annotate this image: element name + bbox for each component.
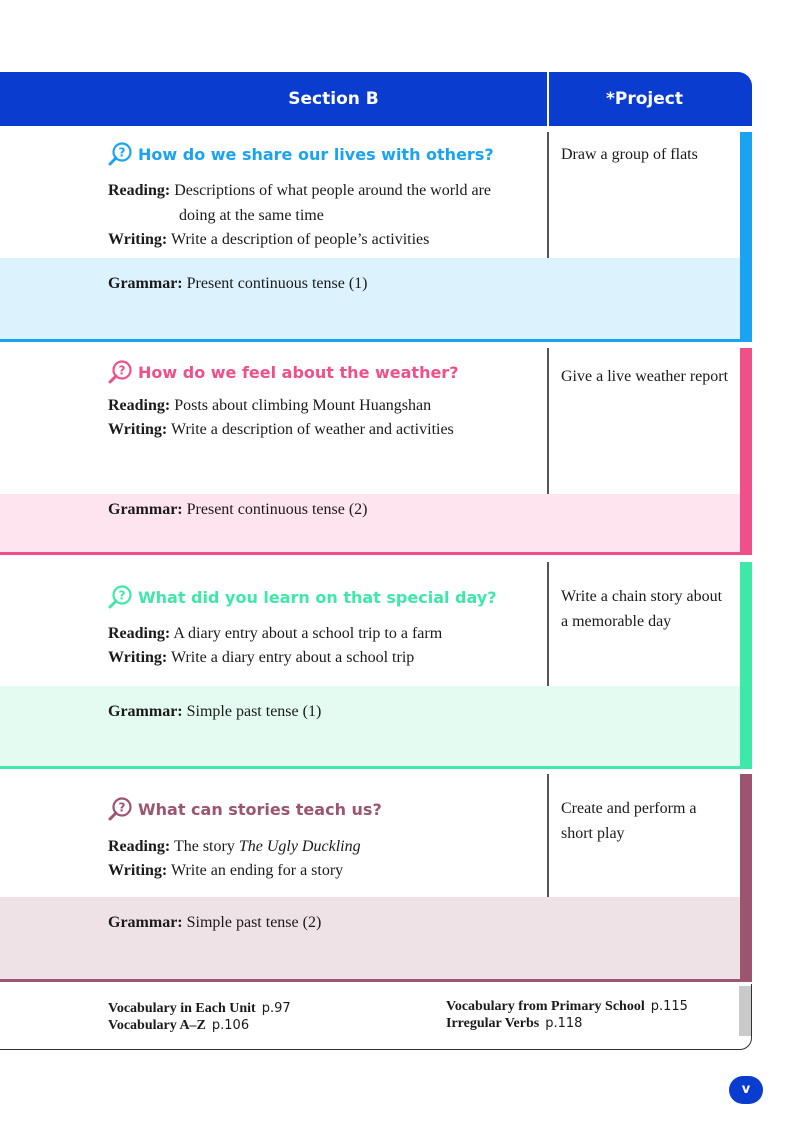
writing-label: Writing: (108, 649, 168, 666)
unit-color-bar-3 (740, 562, 752, 769)
grammar-text: Simple past tense (1) (186, 703, 322, 720)
footer-color-bar (739, 986, 751, 1036)
page-number: v (729, 1076, 763, 1104)
reading-text: Posts about climbing Mount Huangshan (174, 397, 432, 414)
unit-question-2 (108, 359, 458, 385)
question-text: What did you learn on that special day? (138, 587, 497, 607)
reading-line (108, 622, 442, 646)
svg-text:?: ? (118, 588, 126, 603)
writing-line (108, 418, 454, 442)
column-divider-1 (547, 132, 549, 258)
entry-page: p.106 (211, 1018, 250, 1033)
writing-line (108, 228, 429, 252)
column-divider-4 (547, 774, 549, 897)
column-divider-2 (547, 348, 549, 494)
unit-color-bar-1 (740, 132, 752, 342)
writing-text: Write a description of people’s activities (170, 231, 430, 248)
magnifier-question-icon (108, 359, 134, 385)
project-text: Create and perform a short play (561, 800, 697, 842)
unit-question-3 (108, 584, 497, 610)
svg-text:?: ? (118, 363, 126, 378)
svg-text:?: ? (118, 145, 126, 160)
unit-bottom-line-4 (0, 979, 752, 982)
project-text: Write a chain story about a memorable day (561, 588, 723, 630)
grammar-text: Simple past tense (2) (186, 914, 322, 931)
writing-label: Writing: (108, 421, 168, 438)
writing-text: Write a description of weather and activities (170, 421, 454, 438)
entry-page: p.115 (650, 999, 688, 1014)
grammar-label: Grammar: (108, 501, 183, 518)
grammar-line (108, 914, 321, 932)
reading-line (108, 835, 361, 859)
entry-page: p.97 (261, 1001, 291, 1016)
column-divider-3 (547, 562, 549, 686)
writing-line (108, 646, 414, 670)
svg-text:?: ? (118, 800, 126, 815)
entry-title: Irregular Verbs (446, 1016, 540, 1031)
magnifier-question-icon (108, 796, 134, 822)
reading-label: Reading: (108, 625, 171, 642)
grammar-line (108, 275, 368, 293)
vocab-az-entry (108, 1018, 249, 1034)
vocab-primary-entry (446, 999, 688, 1015)
writing-line (108, 859, 343, 883)
question-text: What can stories teach us? (138, 799, 382, 819)
grammar-text: Present continuous tense (2) (186, 501, 368, 518)
grammar-band-1 (0, 258, 740, 340)
grammar-band-4 (0, 897, 740, 979)
writing-text: Write a diary entry about a school trip (170, 649, 415, 666)
grammar-line (108, 703, 321, 721)
vocab-each-unit-entry (108, 1001, 291, 1017)
entry-title: Vocabulary A–Z (108, 1018, 206, 1033)
unit-bottom-line-1 (0, 339, 752, 342)
project-text: Give a live weather report (561, 368, 729, 385)
grammar-line (108, 501, 368, 519)
unit-color-bar-2 (740, 348, 752, 555)
reading-text: The story (173, 838, 239, 855)
reading-label: Reading: (108, 182, 171, 199)
project-heading: *Project (606, 89, 683, 109)
project-text: Draw a group of flats (561, 146, 698, 163)
unit-color-bar-4 (740, 774, 752, 982)
unit-question-1 (108, 141, 494, 167)
grammar-label: Grammar: (108, 914, 183, 931)
story-title: The Ugly Duckling (238, 838, 361, 855)
entry-page: p.118 (545, 1016, 583, 1031)
writing-label: Writing: (108, 231, 168, 248)
magnifier-question-icon (108, 141, 134, 167)
grammar-label: Grammar: (108, 703, 183, 720)
question-text: How do we feel about the weather? (138, 362, 459, 382)
reading-text: A diary entry about a school trip to a farm (173, 625, 443, 642)
unit-bottom-line-2 (0, 552, 752, 555)
reading-text: Descriptions of what people around the world are (174, 182, 492, 199)
grammar-text: Present continuous tense (1) (186, 275, 368, 292)
magnifier-question-icon (108, 584, 134, 610)
entry-title: Vocabulary from Primary School (446, 999, 645, 1014)
reading-line-continued: doing at the same time (179, 207, 324, 224)
reading-label: Reading: (108, 397, 171, 414)
entry-title: Vocabulary in Each Unit (108, 1001, 256, 1016)
appendix-footer (0, 984, 752, 1050)
section-b-heading: Section B (288, 89, 379, 109)
reading-line (108, 394, 431, 418)
unit-bottom-line-3 (0, 766, 752, 769)
unit-question-4 (108, 796, 382, 822)
grammar-label: Grammar: (108, 275, 183, 292)
reading-line (108, 179, 491, 203)
irregular-verbs-entry (446, 1016, 582, 1032)
reading-label: Reading: (108, 838, 171, 855)
writing-label: Writing: (108, 862, 168, 879)
grammar-band-3 (0, 686, 740, 767)
table-header (0, 72, 752, 126)
question-text: How do we share our lives with others? (138, 144, 494, 164)
writing-text: Write an ending for a story (170, 862, 344, 879)
